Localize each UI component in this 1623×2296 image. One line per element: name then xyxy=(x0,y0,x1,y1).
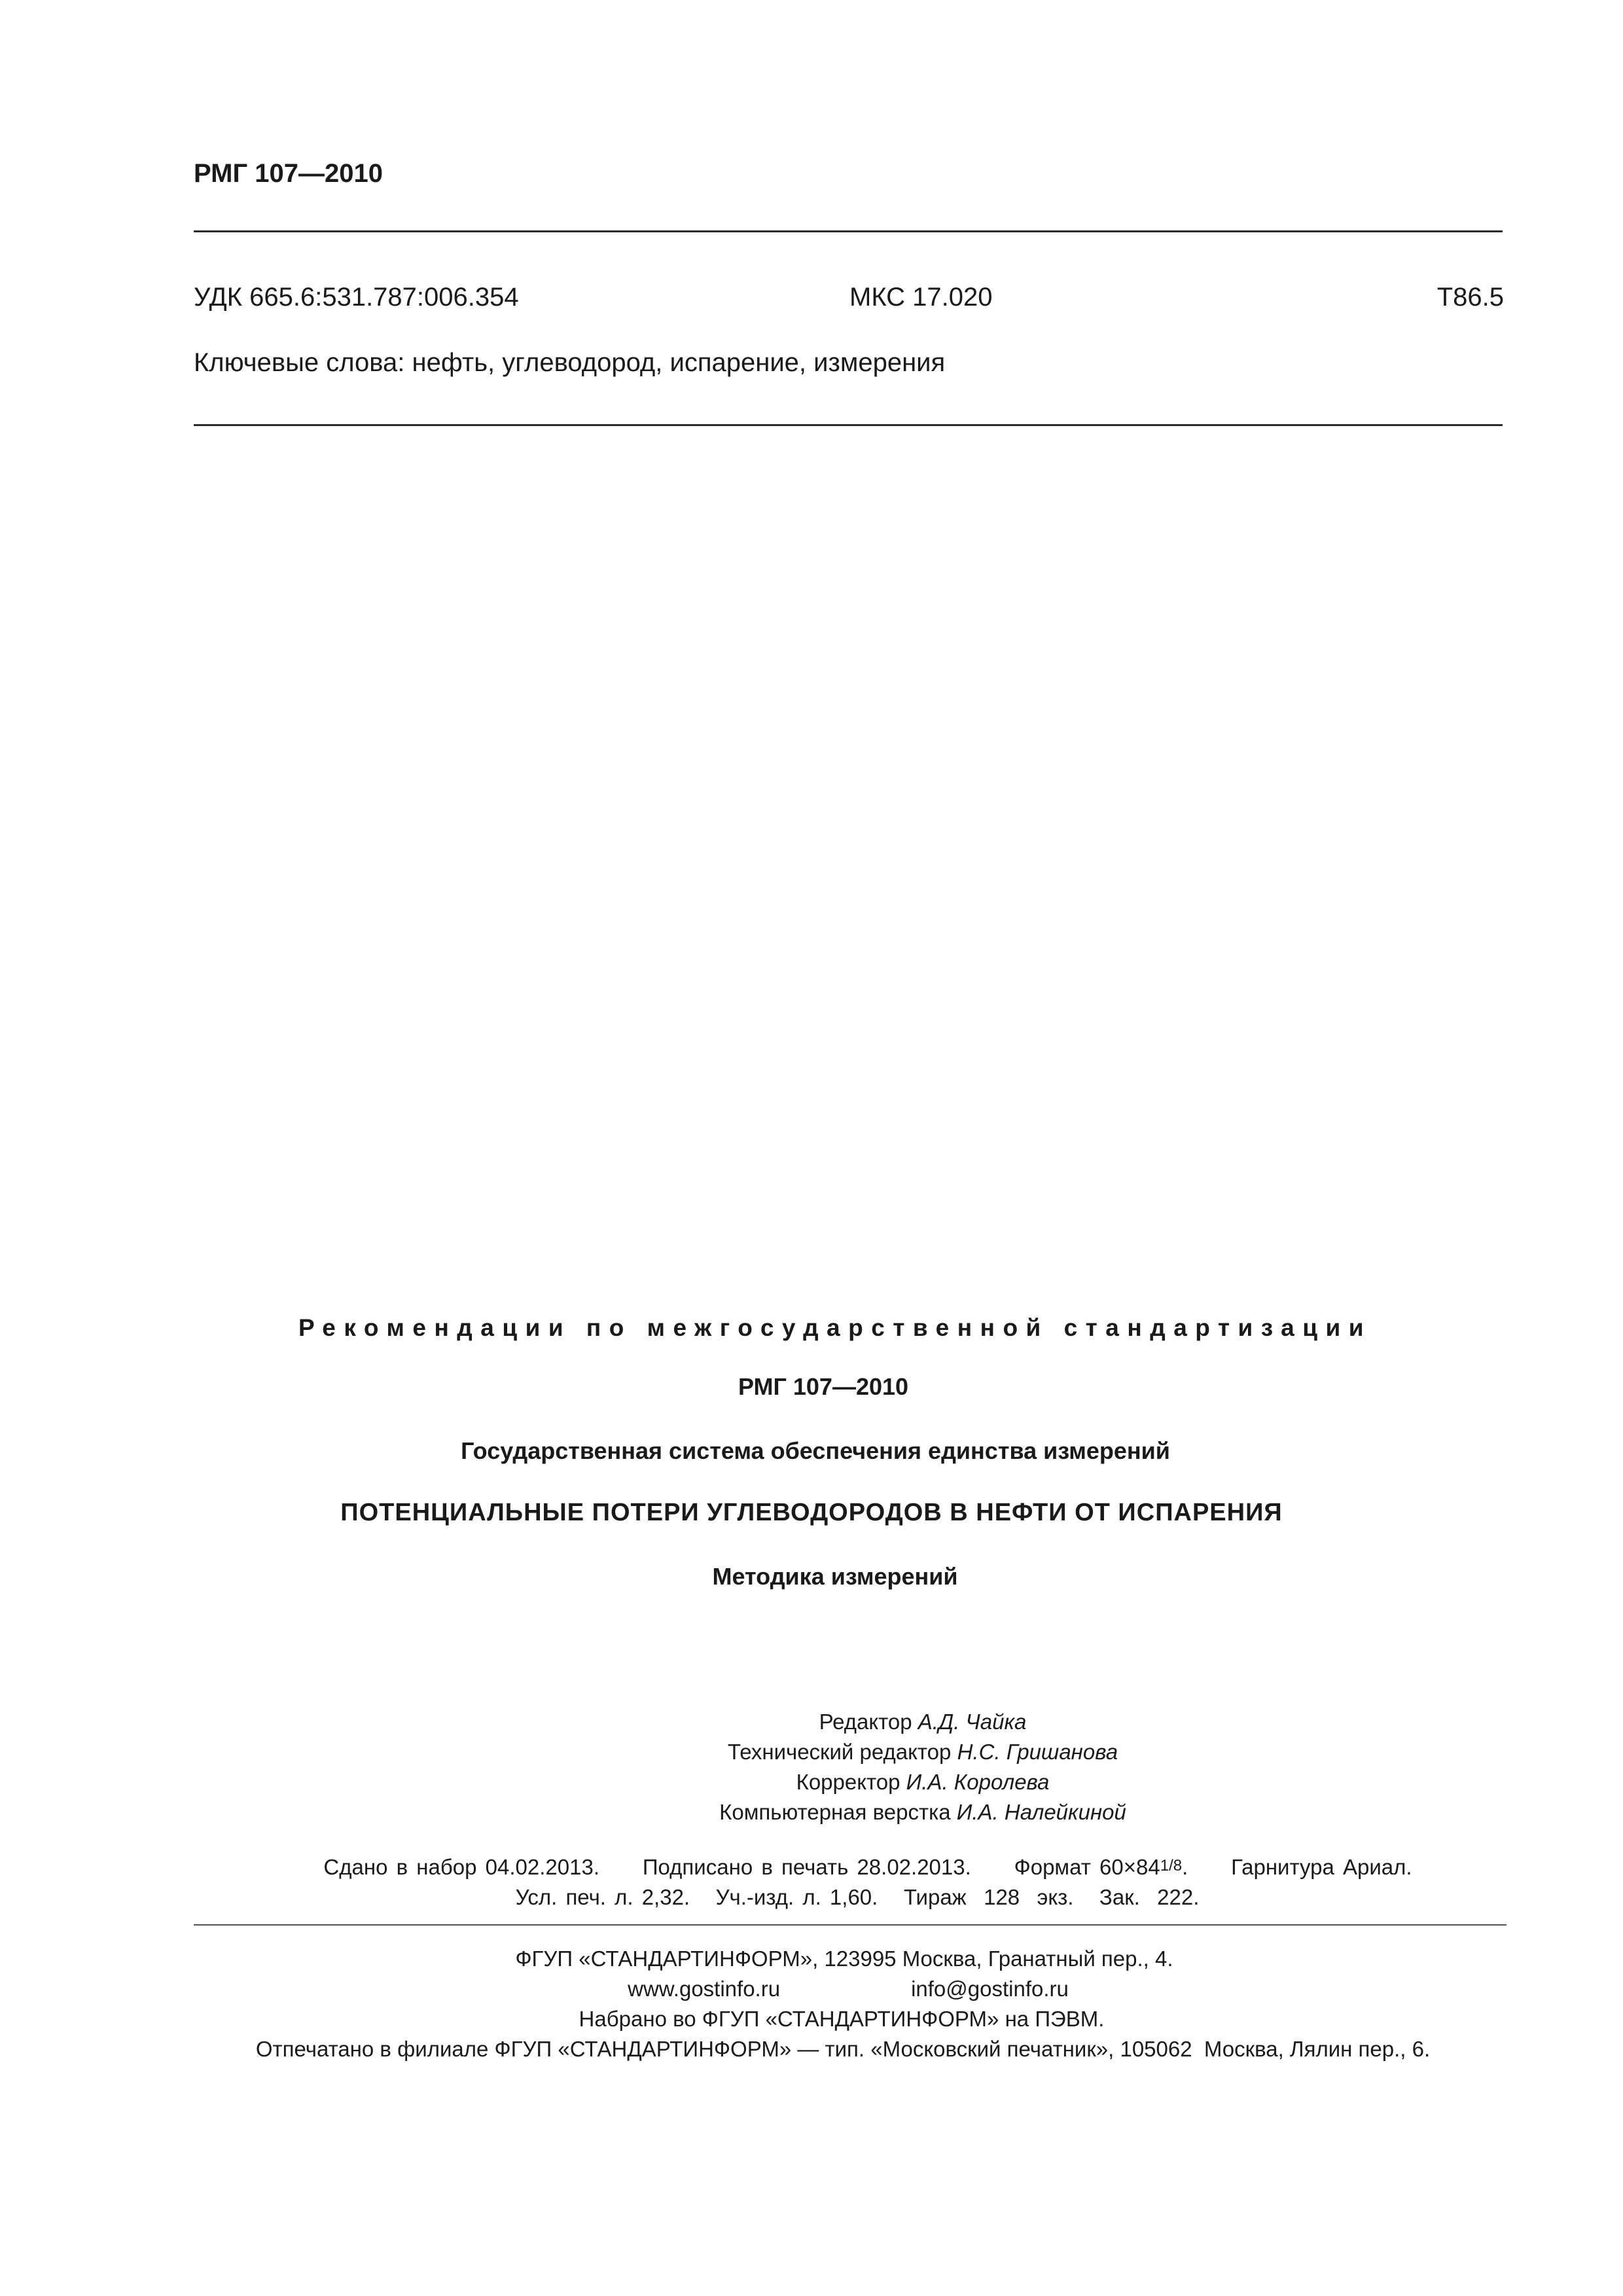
keywords: Ключевые слова: нефть, углеводород, испарение, измерения xyxy=(194,348,946,377)
editor-name: А.Д. Чайка xyxy=(918,1710,1027,1734)
format-fraction: 1/8 xyxy=(1160,1857,1183,1874)
publisher-contacts xyxy=(0,1977,1623,2001)
series-title: Рекомендации по межгосударственной стандартизации xyxy=(298,1314,1372,1341)
top-divider xyxy=(194,230,1503,232)
typeset-info: Набрано во ФГУП «СТАНДАРТИНФОРМ» на ПЭВМ. xyxy=(579,2007,1105,2031)
layout-name: И.А. Налейкиной xyxy=(956,1800,1126,1824)
tech-editor-role: Технический редактор xyxy=(727,1740,952,1764)
subtitle: Методика измерений xyxy=(712,1563,958,1590)
print-info-line-2: Усл. печ. л. 2,32. Уч.-изд. л. 1,60. Тираж 128 экз. Зак. 222. xyxy=(515,1885,1200,1909)
layout-line xyxy=(0,1800,1623,1825)
layout-role: Компьютерная верстка xyxy=(719,1800,951,1824)
print-info-line-1 xyxy=(0,1855,1623,1880)
main-title: ПОТЕНЦИАЛЬНЫЕ ПОТЕРИ УГЛЕВОДОРОДОВ В НЕФТИ ОТ ИСПАРЕНИЯ xyxy=(340,1499,1283,1526)
publisher-address: ФГУП «СТАНДАРТИНФОРМ», 123995 Москва, Гранатный пер., 4. xyxy=(515,1946,1173,1971)
t-code: Т86.5 xyxy=(1436,283,1504,312)
mks-code: МКС 17.020 xyxy=(849,283,993,312)
publisher-email: info@gostinfo.ru xyxy=(911,1977,1069,2001)
editor-line xyxy=(0,1710,1623,1734)
corrector-role: Корректор xyxy=(796,1770,901,1794)
print-info-pre: Сдано в набор 04.02.2013. Подписано в печать 28.02.2013. Формат 60×84 xyxy=(323,1855,1160,1879)
keywords-divider xyxy=(194,424,1503,426)
tech-editor-name: Н.С. Гришанова xyxy=(957,1740,1118,1764)
editor-role: Редактор xyxy=(819,1710,912,1734)
corrector-line xyxy=(0,1770,1623,1795)
udk-code: УДК 665.6:531.787:006.354 xyxy=(194,283,519,312)
print-info-post: . Гарнитура Ариал. xyxy=(1182,1855,1412,1879)
printing-info: Отпечатано в филиале ФГУП «СТАНДАРТИНФОРМ» — тип. «Московский печатник», 105062 Москва, Лялин пер., 6. xyxy=(255,2037,1431,2061)
publisher-divider xyxy=(194,1924,1507,1926)
publisher-site: www.gostinfo.ru xyxy=(628,1977,781,2001)
document-code-header: РМГ 107—2010 xyxy=(194,159,383,188)
tech-editor-line xyxy=(0,1740,1623,1765)
document-code: РМГ 107—2010 xyxy=(738,1373,909,1400)
corrector-name: И.А. Королева xyxy=(906,1770,1050,1794)
system-title: Государственная система обеспечения единства измерений xyxy=(461,1437,1170,1464)
